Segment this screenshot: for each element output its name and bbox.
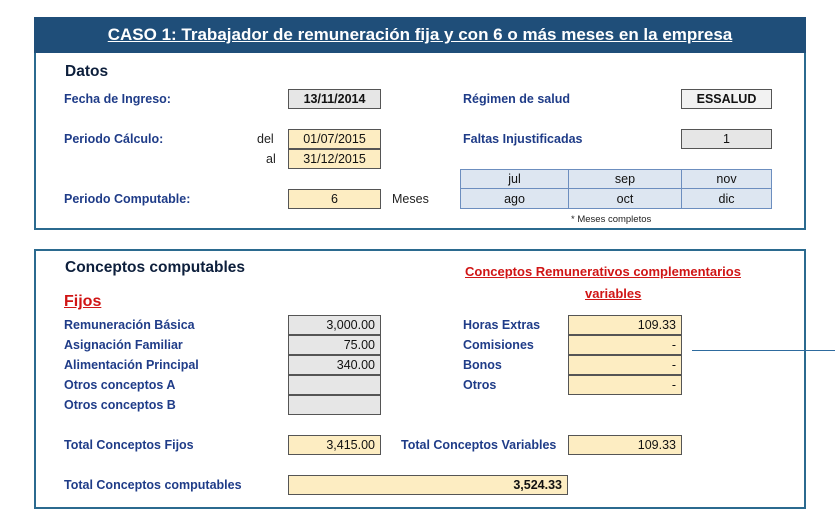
- variable-value[interactable]: 109.33: [568, 315, 682, 335]
- periodo-computable-label: Periodo Computable:: [64, 192, 191, 206]
- fijo-label: Otros conceptos B: [64, 398, 176, 412]
- variables-heading-line1: Conceptos Remunerativos complementarios: [465, 264, 741, 279]
- month-cell: oct: [568, 188, 682, 209]
- periodo-al-field[interactable]: 31/12/2015: [288, 149, 381, 169]
- total-variables-label: Total Conceptos Variables: [401, 438, 557, 452]
- variable-label: Bonos: [463, 358, 502, 372]
- fecha-ingreso-field[interactable]: 13/11/2014: [288, 89, 381, 109]
- fijo-label: Remuneración Básica: [64, 318, 195, 332]
- total-computables-value: 3,524.33: [288, 475, 568, 495]
- del-label: del: [257, 132, 274, 146]
- periodo-calculo-label: Periodo Cálculo:: [64, 132, 164, 146]
- month-cell: dic: [681, 188, 772, 209]
- variable-value[interactable]: -: [568, 355, 682, 375]
- fijo-label: Otros conceptos A: [64, 378, 176, 392]
- page-title: [34, 17, 806, 53]
- faltas-label: Faltas Injustificadas: [463, 132, 583, 146]
- regimen-field[interactable]: ESSALUD: [681, 89, 772, 109]
- al-label: al: [266, 152, 276, 166]
- variable-value[interactable]: -: [568, 375, 682, 395]
- total-computables-label: Total Conceptos computables: [64, 478, 242, 492]
- page-title-text: CASO 1: Trabajador de remuneración fija y con 6 o más meses en la empresa: [107, 25, 733, 44]
- variable-label: Horas Extras: [463, 318, 541, 332]
- variable-label: Comisiones: [463, 338, 534, 352]
- total-fijos-value: 3,415.00: [288, 435, 381, 455]
- month-cell: ago: [460, 188, 569, 209]
- conceptos-heading: Conceptos computables: [65, 259, 245, 276]
- fijo-value[interactable]: [288, 395, 381, 415]
- fijo-value[interactable]: 340.00: [288, 355, 381, 375]
- meses-completos-note: * Meses completos: [571, 214, 652, 225]
- faltas-field[interactable]: 1: [681, 129, 772, 149]
- month-cell: sep: [568, 169, 682, 189]
- total-variables-value: 109.33: [568, 435, 682, 455]
- regimen-label: Régimen de salud: [463, 92, 570, 106]
- fijo-label: Alimentación Principal: [64, 358, 199, 372]
- variable-label: Otros: [463, 378, 497, 392]
- meses-label: Meses: [392, 192, 429, 206]
- month-cell: nov: [681, 169, 772, 189]
- total-fijos-label: Total Conceptos Fijos: [64, 438, 194, 452]
- fijo-value[interactable]: 75.00: [288, 335, 381, 355]
- month-cell: jul: [460, 169, 569, 189]
- fijo-value[interactable]: 3,000.00: [288, 315, 381, 335]
- variable-value[interactable]: -: [568, 335, 682, 355]
- periodo-del-field[interactable]: 01/07/2015: [288, 129, 381, 149]
- fijo-label: Asignación Familiar: [64, 338, 183, 352]
- fecha-ingreso-label: Fecha de Ingreso:: [64, 92, 171, 106]
- fijos-heading: Fijos: [64, 293, 102, 310]
- fijo-value[interactable]: [288, 375, 381, 395]
- variables-heading-line2: variables: [585, 286, 642, 301]
- periodo-computable-field[interactable]: 6: [288, 189, 381, 209]
- connector-line: [692, 350, 835, 351]
- datos-heading: Datos: [65, 63, 109, 80]
